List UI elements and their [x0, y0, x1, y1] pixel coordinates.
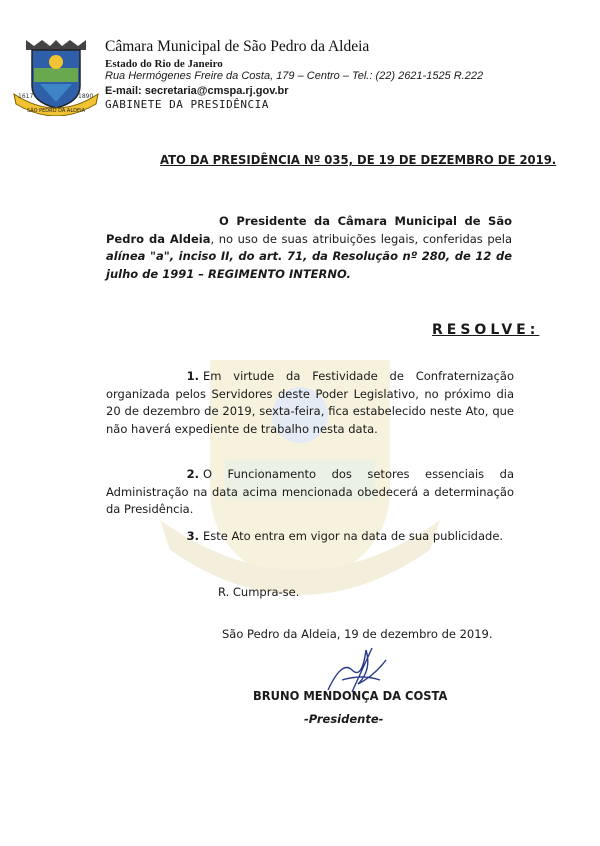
article-item — [106, 528, 514, 546]
signer-name: BRUNO MENDONÇA DA COSTA — [253, 688, 448, 703]
seal-year-left: 1617 — [18, 93, 34, 100]
closing-text: R. Cumpra-se. — [218, 585, 300, 599]
preamble-paragraph — [106, 213, 512, 283]
seal-year-right: 1890 — [78, 93, 94, 100]
article-text: Em virtude da Festividade de Confraternização organizada pelos Servidores deste Poder Legislativo, no próximo dia 20 de dezembro de 2019, sexta-feira, fica estabelecido neste Ato, que não haverá expediente de trabalho nesta data. — [106, 369, 514, 436]
address-line: Rua Hermógenes Freire da Costa, 179 – Centro – Tel.: (22) 2621-1525 R.222 — [105, 70, 484, 82]
email-link[interactable]: secretaria@cmspa.rj.gov.br — [144, 85, 289, 97]
coat-of-arms-logo — [12, 38, 100, 116]
article-item — [106, 466, 514, 519]
document-title: ATO DA PRESIDÊNCIA Nº 035, DE 19 DE DEZEMBRO DE 2019. — [160, 152, 557, 167]
preamble-subject: O Presidente da Câmara Municipal de São Pedro da Aldeia — [106, 214, 512, 246]
preamble-text: , no uso de suas atribuições legais, conferidas pela — [210, 231, 513, 246]
article-number: 2. — [186, 467, 199, 481]
article-number: 1. — [186, 369, 199, 383]
preamble-reference: alínea "a", inciso II, do art. 71, da Resolução nº 280, de 12 de julho de 1991 – REGIMENTO INTERNO. — [106, 249, 512, 281]
resolve-heading: RESOLVE: — [432, 322, 540, 338]
email-line — [105, 85, 289, 97]
institution-name: Câmara Municipal de São Pedro da Aldeia — [105, 38, 370, 55]
article-number: 3. — [186, 529, 199, 543]
email-label: E-mail: — [105, 85, 142, 97]
article-text: Este Ato entra em vigor na data de sua publicidade. — [203, 529, 504, 543]
date-line: São Pedro da Aldeia, 19 de dezembro de 2019. — [222, 627, 493, 641]
article-text: O Funcionamento dos setores essenciais da Administração na data acima mencionada obedecerá a determinação da Presidência. — [106, 467, 514, 516]
state-name: Estado do Rio de Janeiro — [105, 58, 223, 70]
seal-banner: SÃO PEDRO DA ALDEIA — [26, 108, 86, 114]
article-item — [106, 368, 514, 438]
department-line: GABINETE DA PRESIDÊNCIA — [105, 98, 269, 111]
signer-role: -Presidente- — [304, 712, 384, 726]
